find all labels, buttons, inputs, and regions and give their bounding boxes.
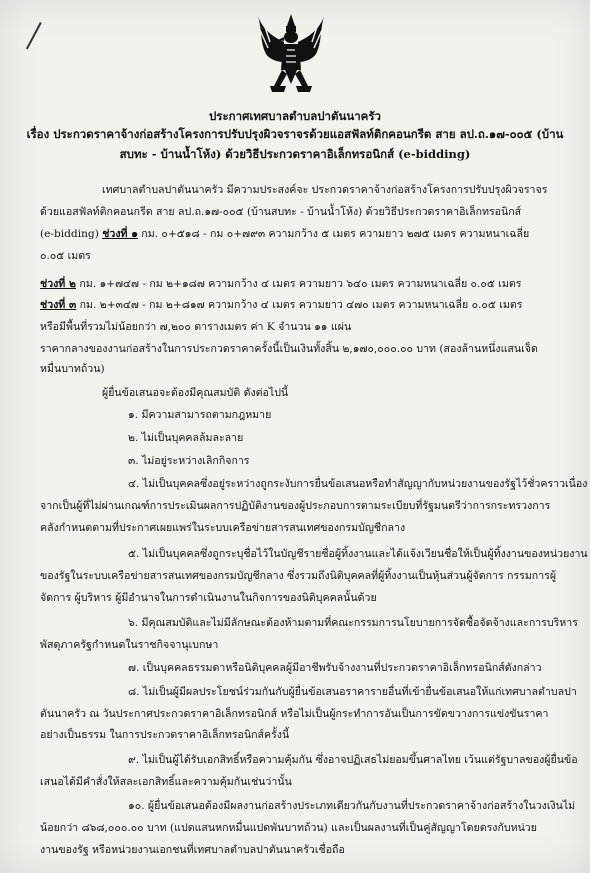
pen-mark [26,22,42,49]
qualifications-intro: ผู้ยื่นข้อเสนอจะต้องมีคุณสมบัติ ดังต่อไปนี้ [102,387,289,399]
qualification-10-line-2: น้อยกว่า ๘๖๘,๐๐๐.๐๐ บาท (แปดแสนหกหมื่นแปดพันบาทถ้วน) และเป็นผลงานที่เป็นคู่สัญญาโดยตรงกับหน่วย [40,822,537,834]
section-3-line [40,298,560,312]
qualification-9-line-2: เสนอได้มีคำสั่งให้สละเอกสิทธิ์และความคุ้มกันเช่นว่านั้น [40,776,292,788]
qualification-7: ๗. เป็นบุคคลธรรมดาหรือนิติบุคคลผู้มีอาชีพรับจ้างงานที่ประกวดราคาอิเล็กทรอนิกส์ดังกล่าว [128,662,542,674]
para-1-ebidding: (e-bidding) [40,228,99,240]
qualification-5-line-2: ของรัฐในระบบเครือข่ายสารสนเทศของกรมบัญชีกลาง ซึ่งรวมถึงนิติบุคคลที่ผู้ทิ้งงานเป็นหุ้นส่วนผู้จัดการ กรรมการผู้ [40,570,557,582]
para-1-line-3 [40,227,560,241]
section-3-details: กม. ๒+๓๔๗ - กม ๒+๘๑๗ ความกว้าง ๔ เมตร ความยาว ๔๗๐ เมตร ความหนาเฉลี่ย ๐.๐๕ เมตร [76,299,523,311]
qualification-5-line-1: ๕. ไม่เป็นบุคคลซึ่งถูกระบุชื่อไว้ในบัญชีรายชื่อผู้ทิ้งงานและได้แจ้งเวียนชื่อให้เป็นผู้ทิ้งงานของหน่วยงาน [128,548,588,560]
qualification-8-line-3: อย่างเป็นธรรม ในการประกวดราคาอิเล็กทรอนิกส์ครั้งนี้ [40,729,290,741]
subject-line-1: เรื่อง ประกวดราคาจ้างก่อสร้างโครงการปรับปรุงผิวจราจรด้วยแอสฟัลท์ติกคอนกรีต สาย ลป.ถ.๑๗-๐๐๕ (บ้าน [26,127,564,141]
subject-line-2: สบทะ - บ้านน้ำโห้ง) ด้วยวิธีประกวดราคาอิเล็กทรอนิกส์ (e-bidding) [119,147,471,161]
qualification-10-line-3: งานของรัฐ หรือหน่วยงานเอกชนที่เทศบาลตำบลปาตันนาครัวเชื่อถือ [40,844,345,856]
qualification-1: ๑. มีความสามารถตามกฎหมาย [128,409,272,421]
qualification-4-line-1: ๔. ไม่เป็นบุคคลซึ่งอยู่ระหว่างถูกระงับการยื่นข้อเสนอหรือทำสัญญากับหน่วยงานของรัฐไว้ชั่วคราวเนื่อง [128,478,588,490]
para-1-line-1: เทศบาลตำบลปาตันนาครัว มีความประสงค์จะ ประกวดราคาจ้างก่อสร้างโครงการปรับปรุงผิวจราจร [102,184,548,196]
qualification-8-line-1: ๘. ไม่เป็นผู้มีผลประโยชน์ร่วมกันกับผู้ยื่นข้อเสนอราคารายอื่นที่เข้ายื่นข้อเสนอให้แก่เทศบาลตำบลปา [128,686,577,698]
garuda-emblem-icon [256,12,326,96]
qualification-9-line-1: ๙. ไม่เป็นผู้ได้รับเอกสิทธิ์หรือความคุ้มกัน ซึ่งอาจปฏิเสธไม่ยอมขึ้นศาลไทย เว้นแต่รัฐบาลของผู้ยื่นข้อ [128,754,578,766]
price-line-2: หมื่นบาทถ้วน) [40,363,105,375]
qualification-3: ๓. ไม่อยู่ระหว่างเลิกกิจการ [128,455,250,467]
announcement-title: ประกาศเทศบาลตำบลปาตันนาครัว [209,109,381,123]
section-1-label: ช่วงที่ ๑ [102,228,138,240]
section-2-label: ช่วงที่ ๒ [40,278,76,290]
price-line-1: ราคากลางของงานก่อสร้างในการประกวดราคาครั้งนี้เป็นเงินทั้งสิ้น ๒,๑๗๐,๐๐๐.๐๐ บาท (สองล้านหนึ่งแสนเจ็ด [40,343,538,355]
qualification-6-line-2: พัสดุภาครัฐกำหนดในราชกิจจานุเบกษา [40,639,219,651]
section-3-label: ช่วงที่ ๓ [40,299,77,311]
qualification-4-line-3: คลังกำหนดตามที่ประกาศเผยแพร่ในระบบเครือข่ายสารสนเทศของกรมบัญชีกลาง [40,522,406,534]
section-1-details: กม. ๐+๕๑๘ - กม ๐+๗๙๓ ความกว้าง ๕ เมตร ความยาว ๒๗๕ เมตร ความหนาเฉลี่ย [137,228,530,240]
qualification-2: ๒. ไม่เป็นบุคคลล้มละลาย [128,432,244,444]
section-2-details: กม. ๑+๗๔๗ - กม ๒+๑๘๗ ความกว้าง ๔ เมตร ความยาว ๖๔๐ เมตร ความหนาเฉลี่ย ๐.๐๕ เมตร [75,278,522,290]
area-line: หรือมีพื้นที่รวมไม่น้อยกว่า ๗,๒๐๐ ตารางเมตร ค่า K จำนวน ๑๑ แผ่น [40,321,352,333]
section-2-line [40,277,560,291]
qualification-4-line-2: จากเป็นผู้ที่ไม่ผ่านเกณฑ์การประเมินผลการปฏิบัติงานของผู้ประกอบการตามระเบียบที่รัฐมนตรีว่าการกระทรวงการ [40,500,551,512]
qualification-5-line-3: จัดการ ผู้บริหาร ผู้มีอำนาจในการดำเนินงานในกิจการของนิติบุคคลนั้นด้วย [40,592,377,604]
para-1-line-2: ด้วยแอสฟัลท์ติกคอนกรีต สาย ลป.ถ.๑๗-๐๐๕ (บ้านสบทะ - บ้านน้ำโห้ง) ด้วยวิธีประกวดราคาอิเล็กทรอนิกส์ [40,206,522,218]
qualification-6-line-1: ๖. มีคุณสมบัติและไม่มีลักษณะต้องห้ามตามที่คณะกรรมการนโยบายการจัดซื้อจัดจ้างและการบริหาร [128,617,578,629]
qualification-8-line-2: ตันนาครัว ณ วันประกาศประกวดราคาอิเล็กทรอนิกส์ หรือไม่เป็นผู้กระทำการอันเป็นการขัดขวางการแข่งขันราคา [40,708,549,720]
para-1-line-4: ๐.๐๕ เมตร [40,250,91,262]
qualification-10-line-1: ๑๐. ผู้ยื่นข้อเสนอต้องมีผลงานก่อสร้างประเภทเดียวกันกับงานที่ประกวดราคาจ้างก่อสร้างในวงเงินไม่ [128,800,576,812]
